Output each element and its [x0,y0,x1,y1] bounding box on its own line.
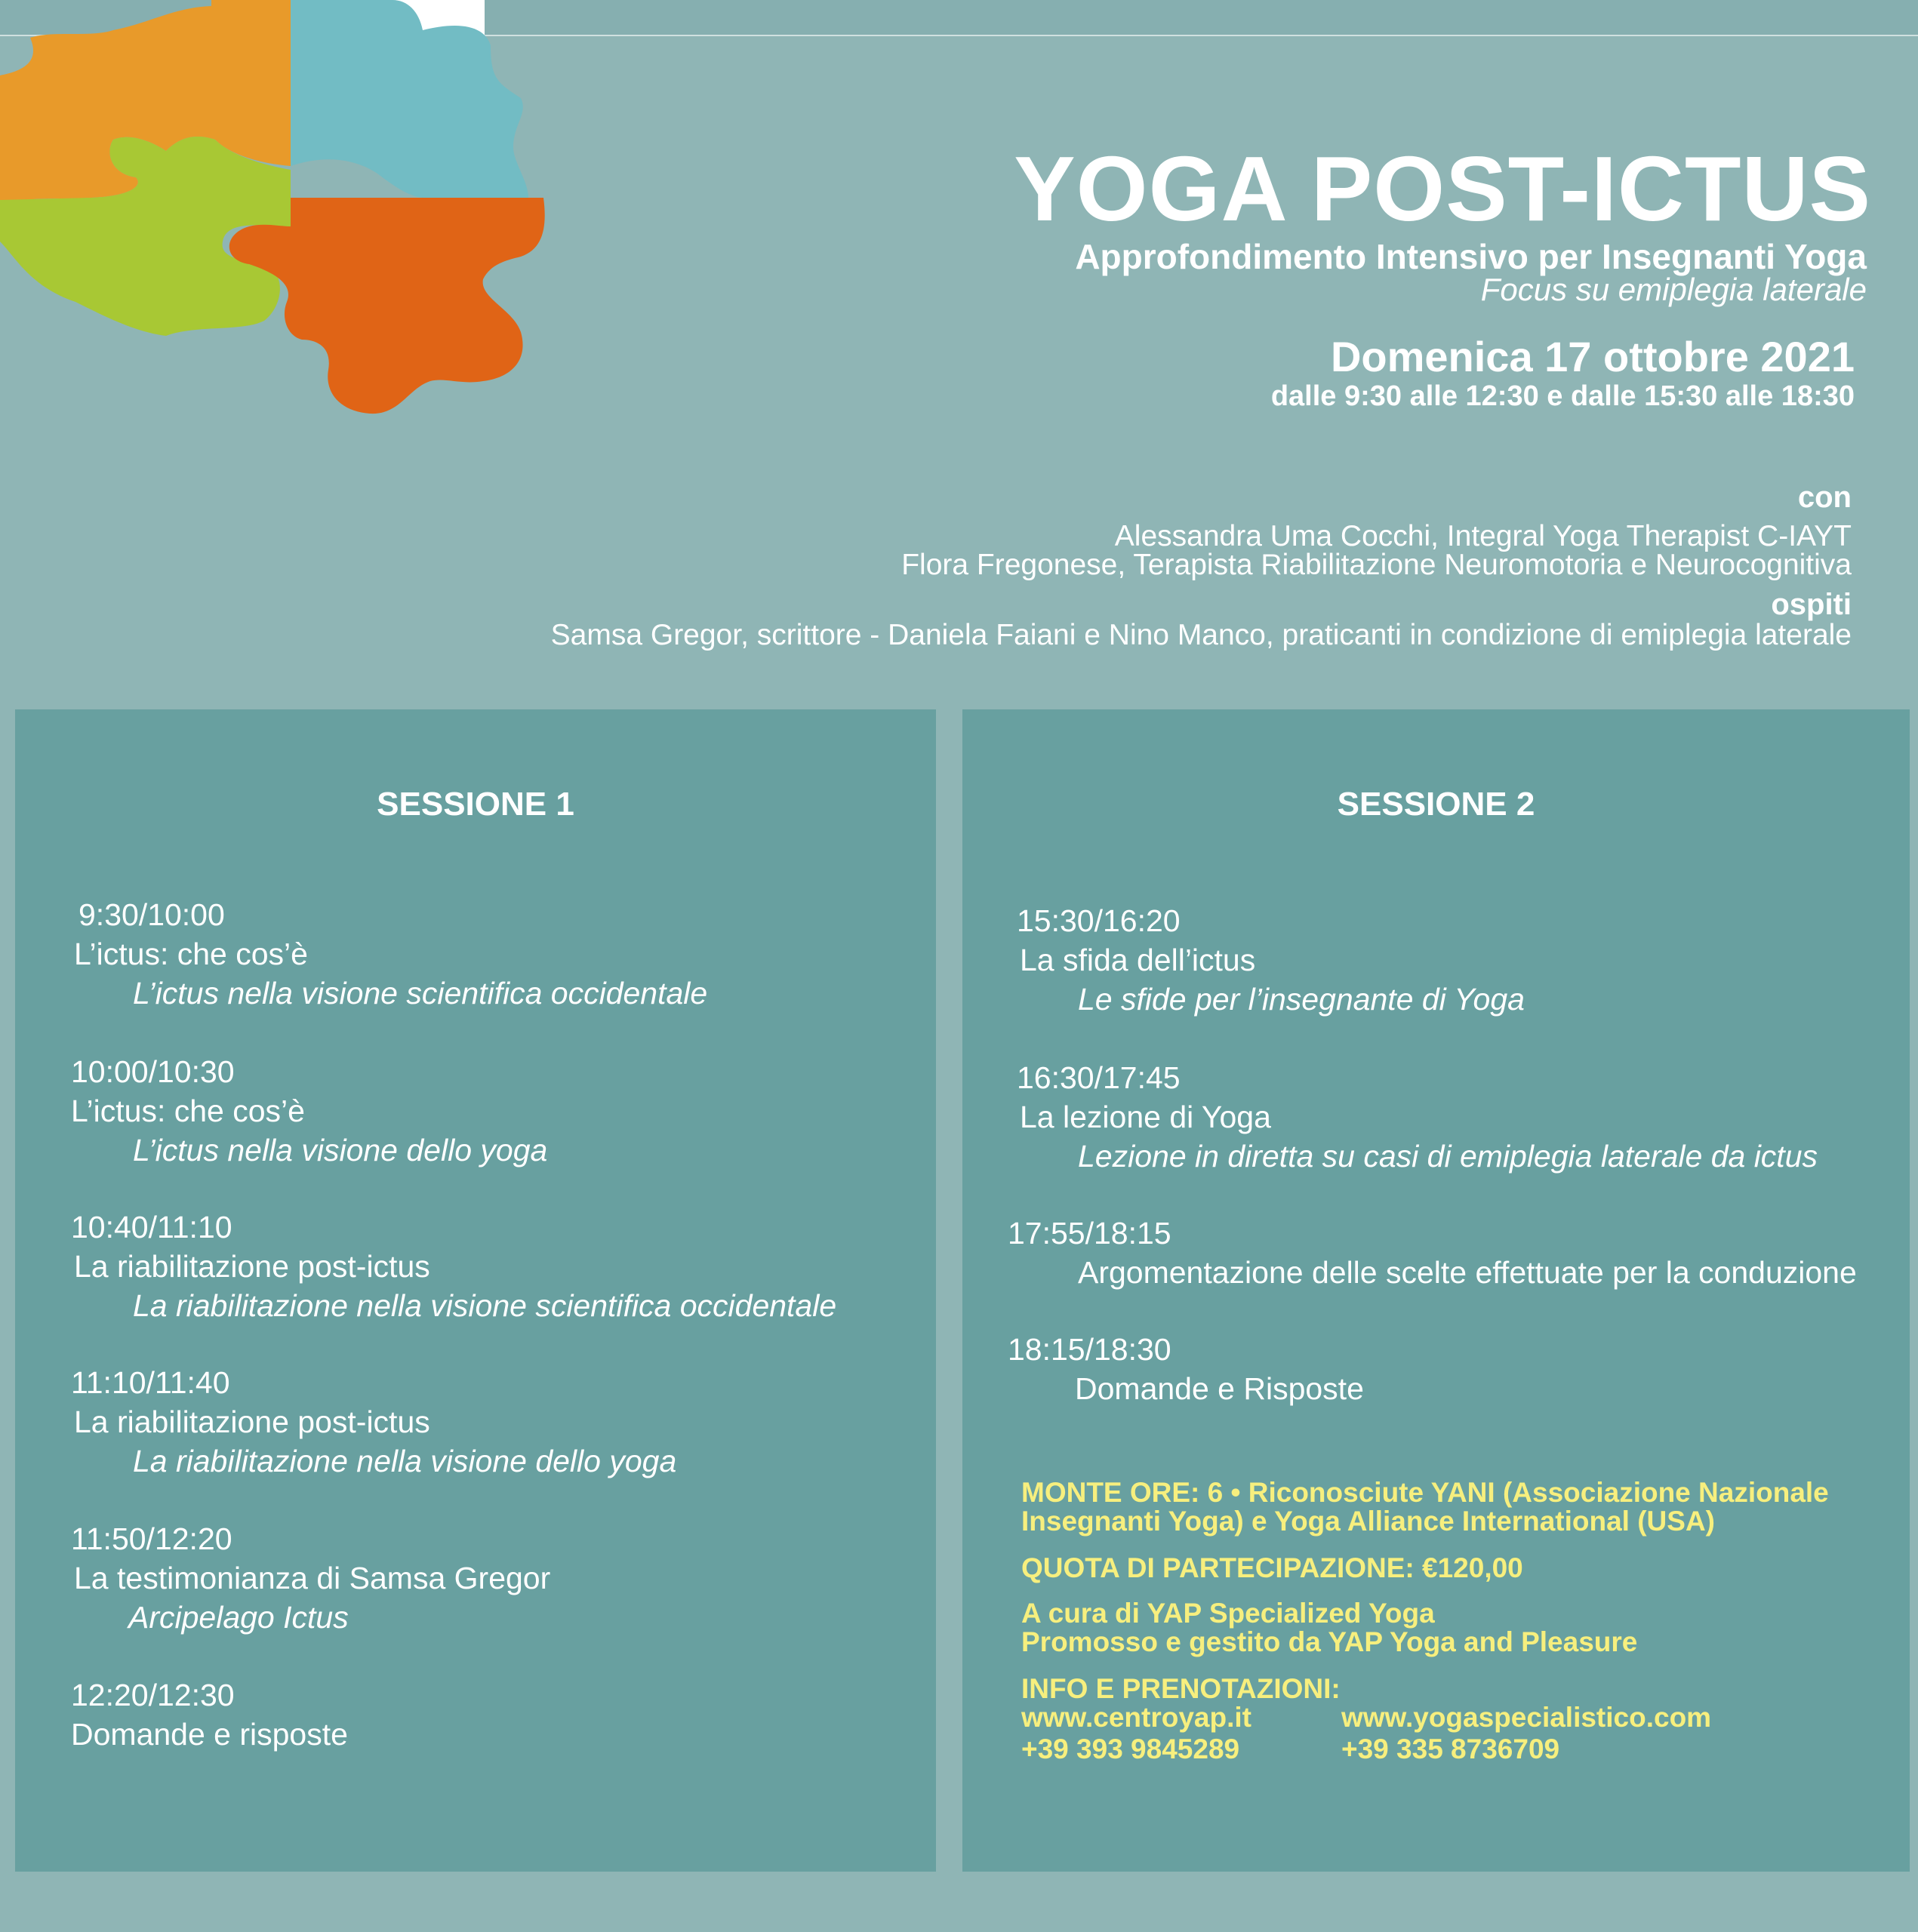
s1-item1-desc: L’ictus nella visione scientifica occidentale [133,976,708,1011]
s1-item5-desc: Arcipelago Ictus [128,1600,349,1635]
hours-recognition-line2: Insegnanti Yoga) e Yoga Alliance International (USA) [1021,1506,1715,1537]
s1-item1-time: 9:30/10:00 [79,897,225,932]
website-link-2[interactable]: www.yogaspecialistico.com [1341,1702,1712,1733]
page-title: YOGA POST-ICTUS [1014,137,1871,240]
s1-item2-desc: L’ictus nella visione dello yoga [133,1133,548,1168]
s2-item3-label: Argomentazione delle scelte effettuate per la conduzione [1078,1255,1857,1290]
s1-item5-time: 11:50/12:20 [71,1521,232,1556]
teacher-2: Flora Fregonese, Terapista Riabilitazione Neuromotoria e Neurocognitiva [901,549,1852,581]
s2-item1-desc: Le sfide per l’insegnante di Yoga [1078,982,1525,1017]
guests-label: ospiti [1771,588,1852,621]
teacher-1: Alessandra Uma Cocchi, Integral Yoga Therapist C-IAYT [1114,520,1852,552]
s2-item3-time: 17:55/18:15 [1008,1216,1171,1251]
puzzle-logo-icon [0,0,559,423]
s1-item3-time: 10:40/11:10 [71,1210,232,1244]
fee-text: QUOTA DI PARTECIPAZIONE: €120,00 [1021,1552,1523,1583]
page-subtitle: Approfondimento Intensivo per Insegnanti Yoga [1075,237,1867,276]
with-label: con [1797,481,1852,514]
event-hours: dalle 9:30 alle 12:30 e dalle 15:30 alle 18:30 [1270,380,1855,412]
s2-item1-time: 15:30/16:20 [1017,903,1181,938]
s2-item2-label: La lezione di Yoga [1020,1100,1271,1134]
guests-text: Samsa Gregor, scrittore - Daniela Faiani e Nino Manco, praticanti in condizione di emiplegia laterale [550,619,1852,651]
s1-item4-time: 11:10/11:40 [71,1365,230,1400]
bottom-band [0,1873,1918,1932]
s1-item6-label: Domande e risposte [71,1717,348,1752]
s1-item1-label: L’ictus: che cos’è [74,937,308,971]
focus-text: Focus su emiplegia laterale [1480,272,1867,307]
promoted-by: Promosso e gestito da YAP Yoga and Pleasure [1021,1626,1638,1657]
s2-item2-time: 16:30/17:45 [1017,1060,1181,1095]
s1-item4-desc: La riabilitazione nella visione dello yoga [133,1444,677,1478]
s2-item4-time: 18:15/18:30 [1008,1332,1171,1367]
s2-item2-desc: Lezione in diretta su casi di emiplegia laterale da ictus [1078,1139,1818,1174]
curated-by: A cura di YAP Specialized Yoga [1021,1598,1435,1629]
s1-item3-desc: La riabilitazione nella visione scientifica occidentale [133,1288,837,1323]
s1-item4-label: La riabilitazione post-ictus [74,1404,430,1439]
s1-item2-time: 10:00/10:30 [71,1054,235,1089]
hours-recognition-line1: MONTE ORE: 6 • Riconosciute YANI (Associazione Nazionale [1021,1477,1829,1508]
phone-2[interactable]: +39 335 8736709 [1341,1734,1560,1764]
website-link-1[interactable]: www.centroyap.it [1021,1702,1251,1733]
session-1-title: SESSIONE 1 [377,786,574,823]
s1-item6-time: 12:20/12:30 [71,1678,235,1712]
panel-divider [936,702,962,1879]
s2-item1-label: La sfida dell’ictus [1020,943,1256,977]
contact-label: INFO E PRENOTAZIONI: [1021,1673,1341,1704]
phone-1[interactable]: +39 393 9845289 [1021,1734,1240,1764]
s1-item2-label: L’ictus: che cos’è [71,1094,305,1128]
s1-item3-label: La riabilitazione post-ictus [74,1249,430,1284]
s2-item4-label: Domande e Risposte [1075,1371,1364,1406]
session-2-title: SESSIONE 2 [1337,786,1535,823]
event-date: Domenica 17 ottobre 2021 [1330,333,1855,380]
s1-item5-label: La testimonianza di Samsa Gregor [74,1561,551,1595]
